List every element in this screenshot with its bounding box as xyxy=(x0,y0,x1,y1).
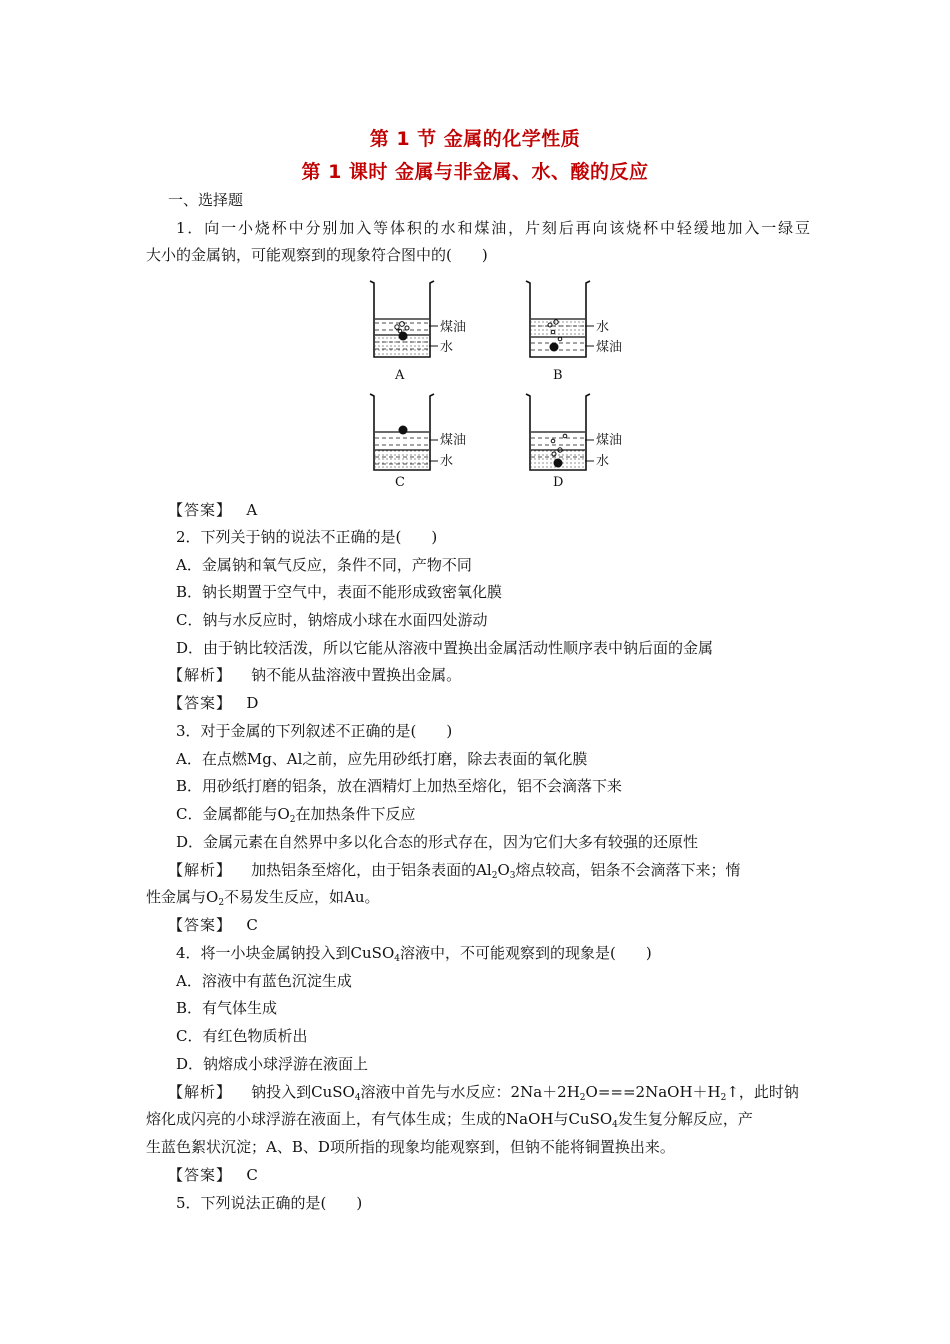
q3-option-a: A．在点燃Mg、Al之前，应先用砂纸打磨，除去表面的氧化膜 xyxy=(176,750,588,768)
q3-stem: 3．对于金属的下列叙述不正确的是( ) xyxy=(176,722,453,740)
q3-analysis-line2: 性金属与$O_2$不易发生反应，如Au。 xyxy=(146,888,380,908)
beaker-a-bottom-label: 水 xyxy=(440,340,454,355)
analysis-tag: 【解析】 xyxy=(168,1083,233,1101)
q5-stem: 5．下列说法正确的是( ) xyxy=(176,1194,363,1212)
answer-value: D xyxy=(246,694,259,712)
analysis-tag: 【解析】 xyxy=(168,666,233,684)
page-subtitle: 第 1 课时 金属与非金属、水、酸的反应 xyxy=(301,161,649,183)
q1-stem-line1: 1．向一小烧杯中分别加入等体积的水和煤油，片刻后再向该烧杯中轻缓地加入一绿豆 xyxy=(176,219,810,237)
beaker-b-bottom-label: 煤油 xyxy=(596,340,623,355)
q3-option-b: B．用砂纸打磨的铝条，放在酒精灯上加热至熔化，铝不会滴落下来 xyxy=(176,777,623,795)
q2-analysis xyxy=(168,665,832,685)
answer-tag: 【答案】 xyxy=(168,501,233,519)
beaker-d-bottom-label: 水 xyxy=(596,454,610,469)
q2-answer xyxy=(168,693,832,713)
beaker-b-letter: B xyxy=(553,368,563,383)
beaker-a-letter: A xyxy=(395,368,405,383)
page-title: 第 1 节 金属的化学性质 xyxy=(369,128,581,150)
beaker-d-letter: D xyxy=(553,475,564,490)
q4-option-a: A．溶液中有蓝色沉淀生成 xyxy=(176,972,352,990)
analysis-tag: 【解析】 xyxy=(168,861,233,879)
beaker-c-letter: C xyxy=(395,475,405,490)
q4-answer xyxy=(168,1165,832,1185)
answer-tag: 【答案】 xyxy=(168,916,233,934)
beaker-c-bottom-label: 水 xyxy=(440,454,454,469)
beaker-d-top-label: 煤油 xyxy=(596,433,623,448)
q3-option-d: D．金属元素在自然界中多以化合态的形式存在，因为它们大多有较强的还原性 xyxy=(176,833,699,851)
beaker-a-top-label: 煤油 xyxy=(440,320,467,335)
answer-value: C xyxy=(246,1166,258,1184)
q2-option-b: B．钠长期置于空气中，表面不能形成致密氧化膜 xyxy=(176,583,503,601)
q4-option-b: B．有气体生成 xyxy=(176,999,278,1017)
q2-stem: 2．下列关于钠的说法不正确的是( ) xyxy=(176,528,438,546)
q3-answer xyxy=(168,915,832,935)
q4-analysis-line2: 熔化成闪亮的小球浮游在液面上，有气体生成；生成的NaOH与CuSO$_4$发生复分解反应，产 xyxy=(146,1110,753,1130)
q4-option-d: D．钠熔成小球浮游在液面上 xyxy=(176,1055,369,1073)
q2-option-c: C．钠与水反应时，钠熔成小球在水面四处游动 xyxy=(176,611,488,629)
q2-option-d: D．由于钠比较活泼，所以它能从溶液中置换出金属活动性顺序表中钠后面的金属 xyxy=(176,639,714,657)
q4-analysis-line1: 【解析】 钠投入到CuSO$_4$溶液中首先与水反应：$2Na+2H_2O===2NaOH+H_2↑$，此时钠 xyxy=(168,1083,799,1103)
beaker-b-top-label: 水 xyxy=(596,320,610,335)
q3-analysis-line1: 【解析】 加热铝条至熔化，由于铝条表面的$Al_2O_3$熔点较高，铝条不会滴落下来；惰 xyxy=(168,861,741,881)
q4-stem: 4．将一小块金属钠投入到CuSO$_4$溶液中，不可能观察到的现象是( ) xyxy=(176,944,652,964)
q4-option-c: C．有红色物质析出 xyxy=(176,1027,308,1045)
answer-value: C xyxy=(246,916,258,934)
q1-stem-line2: 大小的金属钠，可能观察到的现象符合图中的( ) xyxy=(146,246,488,264)
analysis-text: 钠不能从盐溶液中置换出金属。 xyxy=(251,666,462,684)
q1-answer xyxy=(168,500,832,520)
q2-option-a: A．金属钠和氧气反应，条件不同，产物不同 xyxy=(176,556,472,574)
beaker-c-top-label: 煤油 xyxy=(440,433,467,448)
answer-tag: 【答案】 xyxy=(168,694,233,712)
answer-tag: 【答案】 xyxy=(168,1166,233,1184)
section-heading: 一、选择题 xyxy=(168,191,244,209)
q4-analysis-line3: 生蓝色絮状沉淀；A、B、D项所指的现象均能观察到，但钠不能将铜置换出来。 xyxy=(146,1138,675,1156)
q3-option-c: C．金属都能与$O_2$在加热条件下反应 xyxy=(176,805,416,825)
answer-value: A xyxy=(246,501,258,519)
